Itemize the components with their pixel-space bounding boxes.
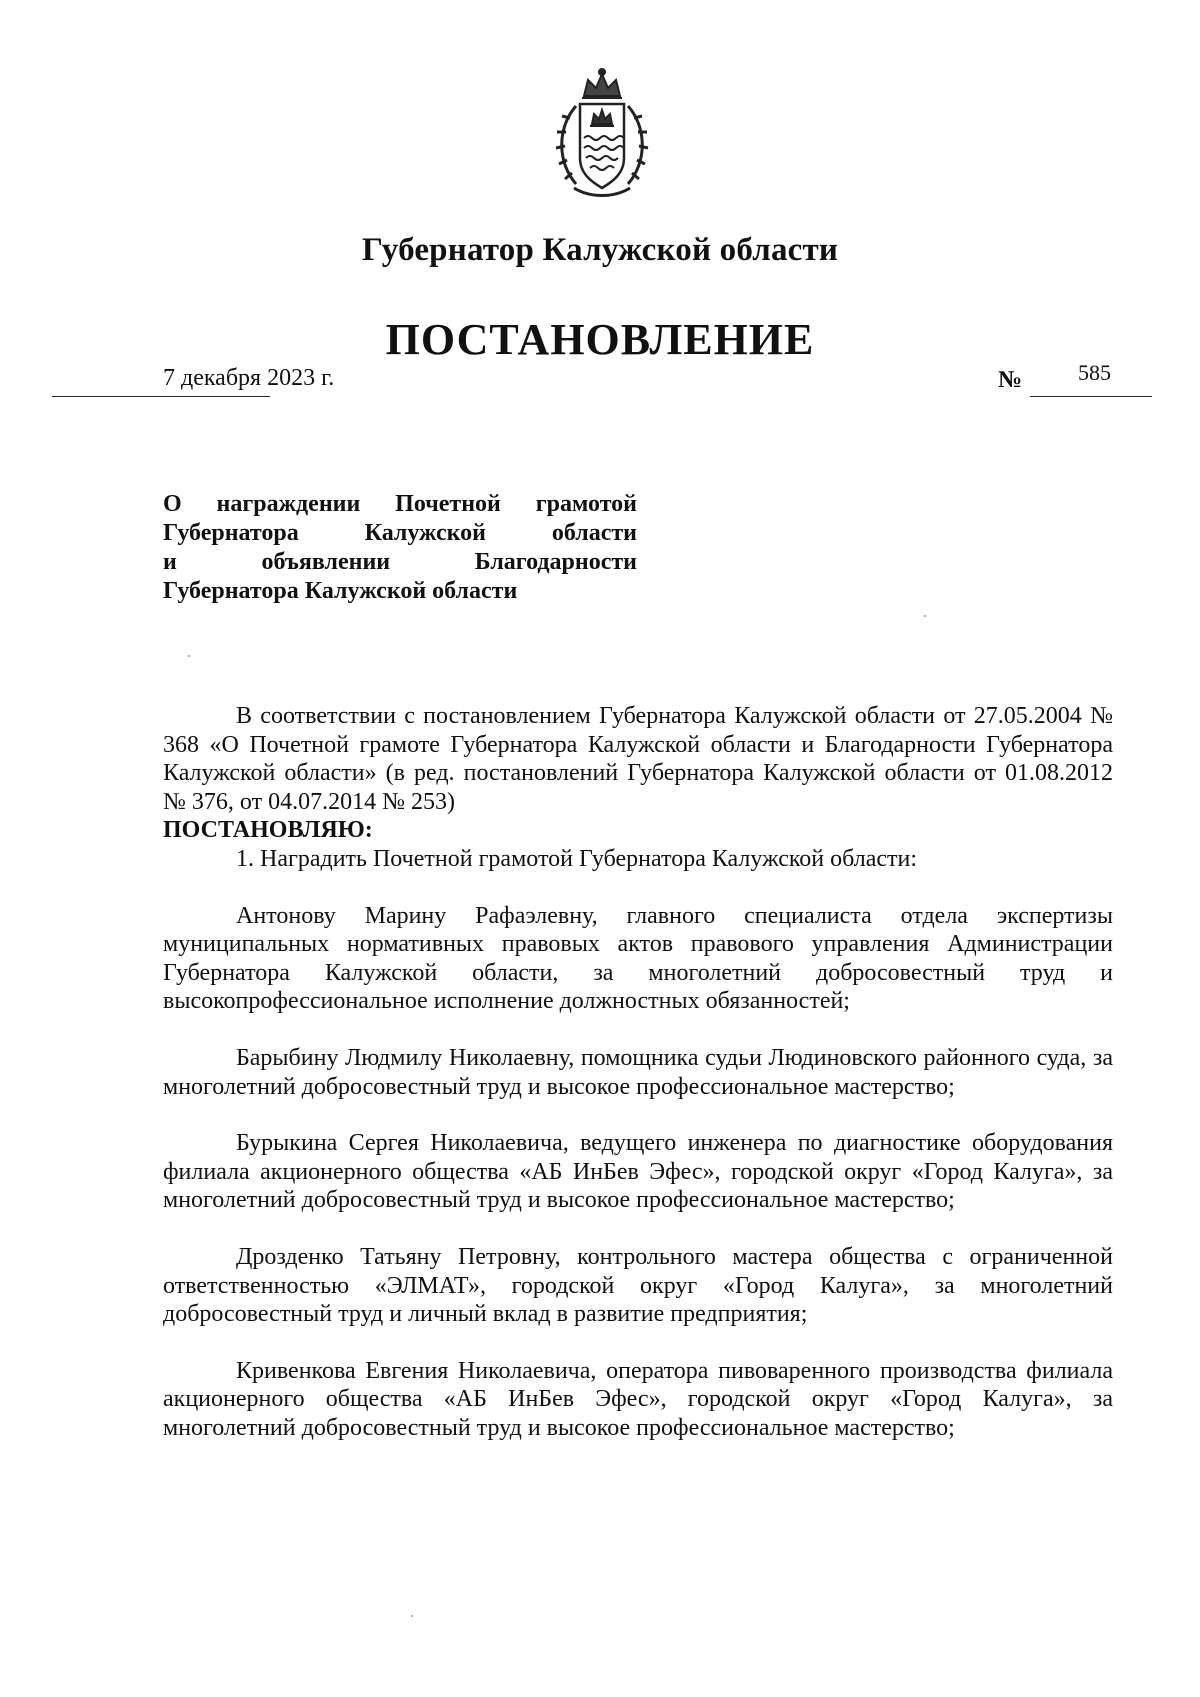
preamble-paragraph: [163, 702, 1113, 845]
issuing-authority: Губернатор Калужской области: [361, 232, 839, 268]
scan-speck: [411, 1615, 413, 1617]
subject-line: О награждении Почетной грамотой: [163, 491, 637, 517]
decree-word: ПОСТАНОВЛЯЮ:: [163, 817, 373, 844]
coat-of-arms-icon: [546, 66, 658, 202]
document-date: 7 декабря 2023 г.: [163, 365, 335, 391]
awardee-paragraph: Дрозденко Татьяну Петровну, контрольного мастера общества с ограниченной ответственностью «ЭЛМАТ», городской округ «Город Калуга», за многолетний добросовестный труд и личный вклад в развитие предприятия;: [163, 1243, 1113, 1328]
scan-speck: [924, 615, 926, 617]
awardee-paragraph: Бурыкина Сергея Николаевича, ведущего инженера по диагностике оборудования филиала акционерного общества «АБ ИнБев Эфес», городской округ «Город Калуга», за многолетний добросовестный труд и высокое профессиональное мастерство;: [163, 1130, 1113, 1214]
document-number: 585: [1078, 360, 1111, 385]
number-underline: [1030, 396, 1152, 397]
awardee-paragraph: Кривенкова Евгения Николаевича, оператора пивоваренного производства филиала акционерного общества «АБ ИнБев Эфес», городской округ «Город Калуга», за многолетний добросовестный труд и высокое профессиональное мастерство;: [163, 1357, 1113, 1441]
subject-line: и объявлении Благодарности: [163, 549, 637, 575]
date-underline: [52, 396, 270, 397]
item-1-paragraph: 1. Наградить Почетной грамотой Губернатора Калужской области:: [236, 845, 918, 872]
scan-speck: [188, 655, 190, 657]
preamble-text: В соответствии с постановлением Губернатора Калужской области от 27.05.2004 № 368 «О Почетной грамоте Губернатора Калужской области и Благодарности Губернатора Калужской области» (в ред. постановлений Губернатора Калужской области от 01.08.2012 № 376, от 04.07.2014 № 253): [163, 703, 1113, 815]
number-label: №: [998, 367, 1023, 393]
awardee-paragraph: Антонову Марину Рафаэлевну, главного специалиста отдела экспертизы муниципальных нормативных правовых актов правового управления Администрации Губернатора Калужской области, за многолетний добросовестный труд и высокопрофессиональное исполнение должностных обязанностей;: [163, 902, 1113, 1015]
document-body: [163, 702, 1113, 1442]
awardee-paragraph: Барыбину Людмилу Николаевну, помощника судьи Людиновского районного суда, за многолетний добросовестный труд и высокое профессиональное мастерство;: [163, 1044, 1113, 1100]
subject-line: Губернатора Калужской области: [163, 520, 637, 546]
document-subject: [163, 490, 637, 606]
subject-line: Губернатора Калужской области: [163, 578, 518, 604]
document-type: ПОСТАНОВЛЕНИЕ: [385, 315, 815, 364]
